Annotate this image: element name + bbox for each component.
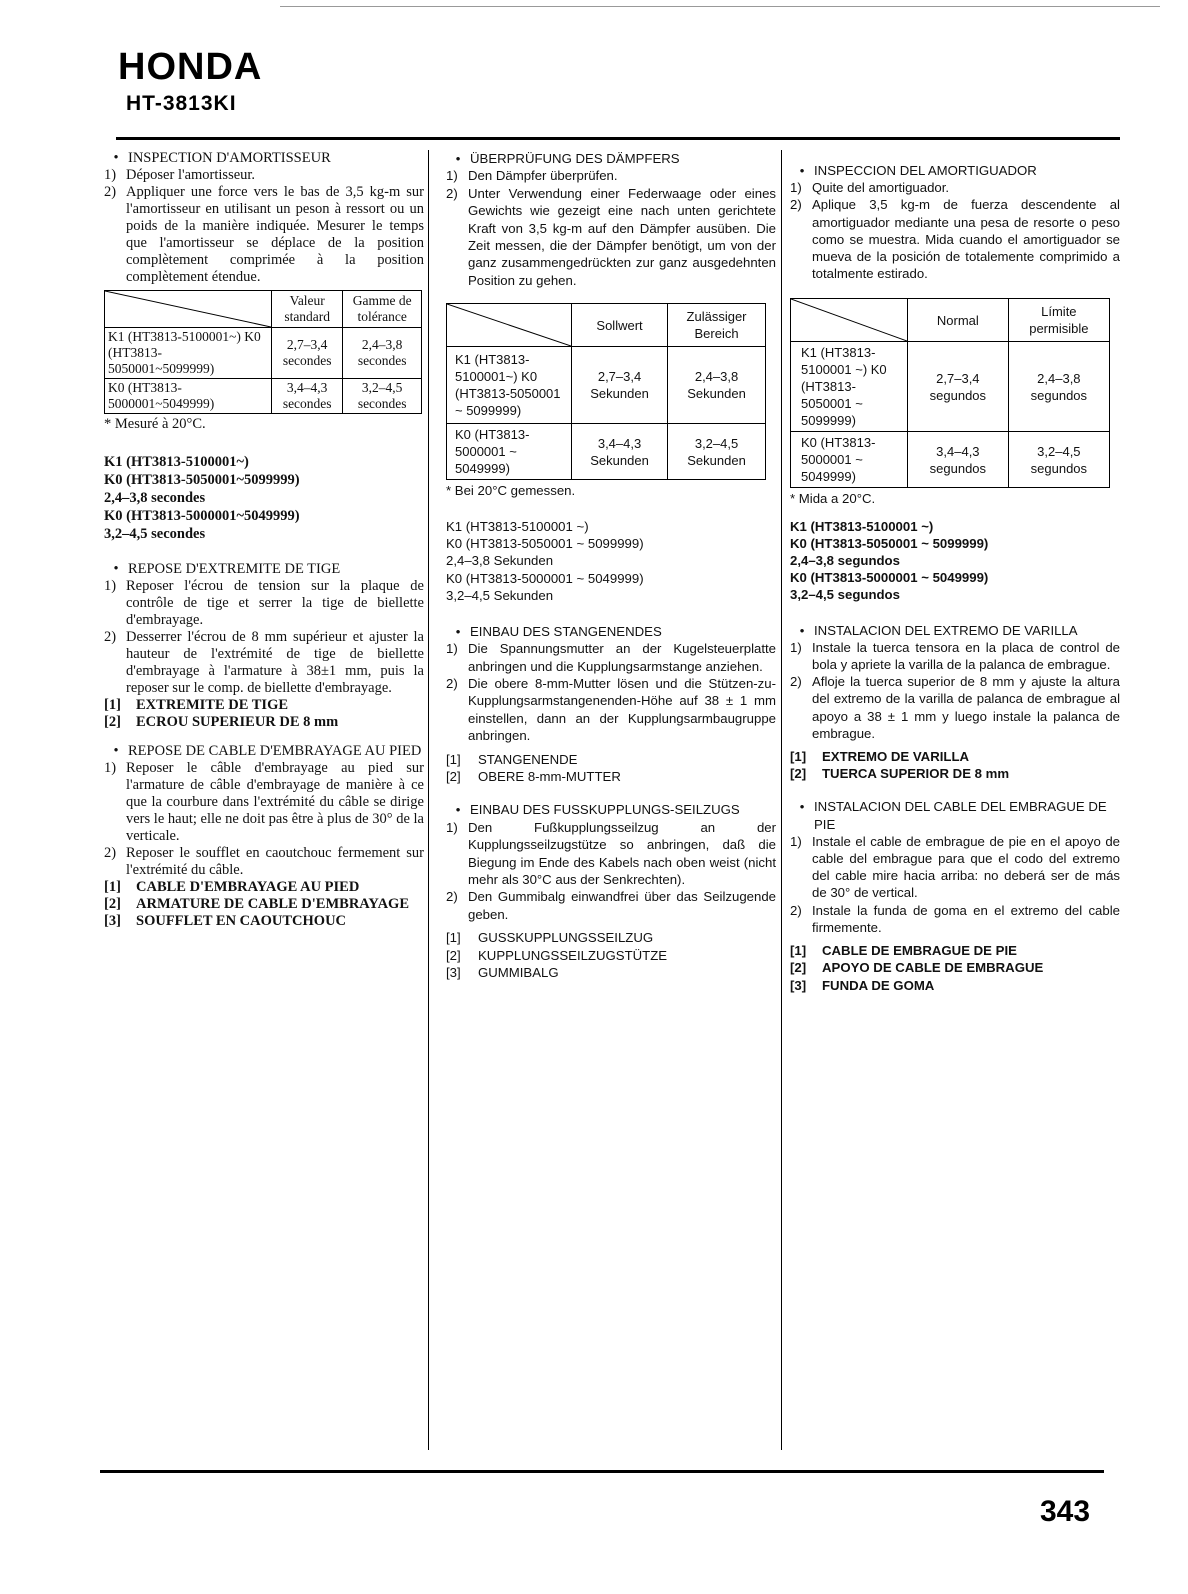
bullet: • xyxy=(113,561,119,577)
step-number: 2) xyxy=(104,629,117,645)
reference-item xyxy=(790,977,1120,994)
spec-line: K0 (HT3813-5050001 ~ 5099999) xyxy=(790,535,989,551)
section-title: REPOSE DE CABLE D'EMBRAYAGE AU PIED xyxy=(128,743,422,759)
reference-item xyxy=(104,879,424,896)
step-text: Appliquer une force vers le bas de 3,5 kg-m sur l'amortisseur en utilisant un peson à ressort ou un poids de la manière indiquée. Mesurer le temps que l'amortisseur se déplace de la position complètement comprimée à la position complètement étendue. xyxy=(126,184,424,285)
step-number: 1) xyxy=(790,833,802,849)
column-french xyxy=(104,150,424,930)
spec-line: 2,4–3,8 secondes xyxy=(104,490,206,506)
step-item xyxy=(104,184,424,286)
ref-number: [1] xyxy=(104,879,121,895)
section-heading xyxy=(790,162,1120,179)
step-text: Aplique 3,5 kg-m de fuerza descendente al amortiguador mediante una pesa de resorte o peso como se muestra. Mida cuando el amortiguador se mueva de la posición de totalemente comprimido a totalmente estirado. xyxy=(812,197,1120,282)
step-item xyxy=(790,833,1120,902)
ref-text: ARMATURE DE CABLE D'EMBRAYAGE xyxy=(136,896,409,912)
step-item xyxy=(790,673,1120,742)
section-title: EINBAU DES FUSSKUPPLUNGS-SEILZUGS xyxy=(470,802,740,818)
section-heading xyxy=(104,561,424,578)
reference-item xyxy=(104,913,424,930)
table-cell: 2,7–3,4 secondes xyxy=(272,328,343,379)
column-german xyxy=(446,150,776,981)
step-text: Den Gummibalg einwandfrei über das Seilzugende geben. xyxy=(468,889,776,922)
step-text: Unter Verwendung einer Federwaage oder eines Gewichts wie gezeigt eine nach unten gerichtete Kraft von 3,5 kg-m auf den Dämpfer ausüben. Die Zeit messen, die der Dämpfer benötigt, um von der ganz zusammengedrückten zur ganz ausgedehnten Position zu gehen. xyxy=(468,185,776,288)
ref-number: [1] xyxy=(104,697,121,713)
step-item xyxy=(104,578,424,629)
step-number: 1) xyxy=(446,641,458,657)
table-note: * Mida a 20°C. xyxy=(790,491,876,507)
section-title: INSPECCION DEL AMORTIGUADOR xyxy=(814,163,1037,178)
column-spanish xyxy=(790,162,1120,994)
spec-line: 3,2–4,5 Sekunden xyxy=(446,588,554,604)
step-number: 2) xyxy=(790,197,802,213)
spec-line: K1 (HT3813-5100001~) xyxy=(104,454,249,470)
step-item xyxy=(446,888,776,923)
step-number: 1) xyxy=(790,639,802,655)
spec-table xyxy=(446,303,766,480)
step-number: 2) xyxy=(446,889,458,905)
bullet: • xyxy=(113,743,119,759)
ref-text: OBERE 8-mm-MUTTER xyxy=(478,768,621,784)
ref-text: EXTREMO DE VARILLA xyxy=(822,749,970,765)
step-number: 1) xyxy=(104,760,117,776)
ref-number: [2] xyxy=(104,896,121,912)
ref-text: GUSSKUPPLUNGSSEILZUG xyxy=(478,930,654,946)
spec-line: 2,4–3,8 Sekunden xyxy=(446,553,554,569)
ref-number: [2] xyxy=(790,960,807,976)
table-cell: 3,4–4,3 Sekunden xyxy=(572,424,668,480)
spec-table xyxy=(104,290,422,414)
table-cell: 3,2–4,5 secondes xyxy=(343,379,422,414)
ref-text: EXTREMITE DE TIGE xyxy=(136,697,289,713)
spec-line: K0 (HT3813-5050001~5099999) xyxy=(104,472,300,488)
spec-line: K0 (HT3813-5000001 ~ 5049999) xyxy=(790,570,989,586)
ref-text: KUPPLUNGSSEILZUGSTÜTZE xyxy=(478,947,668,963)
ref-text: CABLE D'EMBRAYAGE AU PIED xyxy=(136,879,360,895)
step-item xyxy=(790,179,1120,196)
ref-number: [3] xyxy=(446,965,461,980)
spec-line: K1 (HT3813-5100001 ~) xyxy=(790,518,934,534)
ref-number: [3] xyxy=(790,977,807,993)
footer-rule xyxy=(100,1470,1104,1473)
spec-line: K0 (HT3813-5000001~5049999) xyxy=(104,508,300,524)
reference-item xyxy=(104,714,424,731)
ref-text: APOYO DE CABLE DE EMBRAGUE xyxy=(822,960,1044,976)
column-divider-2 xyxy=(781,150,782,1450)
step-number: 2) xyxy=(104,184,117,200)
section-heading xyxy=(446,623,776,640)
step-number: 2) xyxy=(790,674,802,690)
ref-number: [1] xyxy=(790,943,807,959)
step-text: Instale la tuerca tensora en la placa de control de bola y apriete la varilla de la palanca de embrague. xyxy=(812,639,1120,673)
ref-text: GUMMIBALG xyxy=(478,965,559,980)
step-item xyxy=(104,760,424,845)
ref-text: STANGENENDE xyxy=(478,751,578,767)
table-cell: 3,4–4,3 segundos xyxy=(908,432,1009,488)
section-title: REPOSE D'EXTREMITE DE TIGE xyxy=(128,561,341,577)
section-title: INSPECTION D'AMORTISSEUR xyxy=(128,150,331,166)
step-text: Instale la funda de goma en el extremo del cable firmemente. xyxy=(812,902,1120,935)
step-text: Den Dämpfer überprüfen. xyxy=(468,168,618,184)
step-item xyxy=(446,675,776,745)
step-number: 2) xyxy=(104,845,117,861)
bullet: • xyxy=(455,151,461,166)
step-text: Die obere 8-mm-Mutter lösen und die Stützen-zu-Kupplungsarmstangenenden-Höhe auf 38 ± 1 mm einstellen, dann an der Kupplungsarmbaugruppe anbringen. xyxy=(468,675,776,744)
page-number: 343 xyxy=(1040,1495,1091,1528)
table-row-label: K0 (HT3813-5000001~5049999) xyxy=(105,379,272,414)
ref-number: [2] xyxy=(790,766,807,782)
table-header: Límite permisible xyxy=(1008,299,1109,342)
section-heading xyxy=(104,743,424,760)
section-heading xyxy=(790,798,1120,832)
section-heading xyxy=(790,622,1120,639)
step-number: 1) xyxy=(104,167,117,183)
table-row-label: K0 (HT3813-5000001 ~ 5049999) xyxy=(791,432,908,488)
spec-block xyxy=(104,453,424,543)
step-text: Quite del amortiguador. xyxy=(812,180,950,196)
table-row-label: K1 (HT3813-5100001 ~) K0 (HT3813-5050001 ~ 5099999) xyxy=(791,342,908,432)
reference-item xyxy=(446,947,776,964)
reference-item xyxy=(446,751,776,768)
bullet: • xyxy=(455,623,461,639)
column-divider-1 xyxy=(428,150,429,1450)
table-cell: 2,7–3,4 segundos xyxy=(908,342,1009,432)
top-rule xyxy=(280,6,1160,7)
table-cell: 2,4–3,8 secondes xyxy=(343,328,422,379)
reference-item xyxy=(790,959,1120,976)
step-item xyxy=(446,640,776,675)
table-corner xyxy=(447,304,572,347)
table-row-label: K0 (HT3813-5000001 ~ 5049999) xyxy=(447,424,572,480)
ref-number: [2] xyxy=(446,768,461,784)
ref-text: CABLE DE EMBRAGUE DE PIE xyxy=(822,943,1017,959)
table-cell: 2,7–3,4 Sekunden xyxy=(572,347,668,424)
bullet: • xyxy=(799,799,805,815)
ref-number: [1] xyxy=(790,749,807,765)
spec-line: 3,2–4,5 segundos xyxy=(790,587,900,603)
step-item xyxy=(104,167,424,184)
ref-text: SOUFFLET EN CAOUTCHOUC xyxy=(136,913,347,929)
ref-number: [3] xyxy=(104,913,121,929)
table-corner xyxy=(105,291,272,328)
step-text: Den Fußkupplungsseilzug an der Kupplungsseilzugstütze so anbringen, daß die Biegung im Ende des Kabels nach oben weist (nicht mehr als 30°C aus der Senkrechten). xyxy=(468,819,776,887)
ref-text: TUERCA SUPERIOR DE 8 mm xyxy=(822,766,1010,782)
ref-number: [2] xyxy=(446,947,461,963)
spec-line: 2,4–3,8 segundos xyxy=(790,553,900,569)
step-text: Die Spannungsmutter an der Kugelsteuerplatte anbringen und die Kupplungsarmstange anziehen. xyxy=(468,641,776,674)
table-cell: 2,4–3,8 segundos xyxy=(1008,342,1109,432)
step-item xyxy=(104,845,424,879)
step-text: Desserrer l'écrou de 8 mm supérieur et ajuster la hauteur de l'extrémité de tige de biellette d'embrayage à l'armature à 38±1 mm, puis la reposer sur le comp. de biellette d'embrayage. xyxy=(126,629,424,696)
step-number: 1) xyxy=(104,578,117,594)
ref-text: ECROU SUPERIEUR DE 8 mm xyxy=(136,714,339,730)
table-header: Gamme de tolérance xyxy=(343,291,422,328)
step-item xyxy=(790,639,1120,673)
reference-item xyxy=(446,964,776,981)
step-item xyxy=(446,167,776,184)
bullet: • xyxy=(455,802,461,818)
reference-item xyxy=(790,942,1120,959)
section-title: INSTALACION DEL EXTREMO DE VARILLA xyxy=(814,622,1078,638)
spec-line: K1 (HT3813-5100001 ~) xyxy=(446,518,589,534)
step-text: Reposer le câble d'embrayage au pied sur l'armature de câble d'embrayage de manière à ce que la courbure dans l'extrémité du câble se dirige vers le haut; elle ne doit pas être à plus de 30° de la verticale. xyxy=(126,760,424,844)
bullet: • xyxy=(113,150,119,166)
ref-number: [1] xyxy=(446,751,461,767)
ref-number: [2] xyxy=(104,714,121,730)
table-header: Normal xyxy=(908,299,1009,342)
reference-item xyxy=(446,768,776,785)
table-header: Valeur standard xyxy=(272,291,343,328)
spec-line: K0 (HT3813-5050001 ~ 5099999) xyxy=(446,536,644,552)
reference-item xyxy=(104,896,424,913)
spec-block xyxy=(446,518,776,605)
section-title: INSTALACION DEL CABLE DEL EMBRAGUE DE PIE xyxy=(814,799,1107,832)
table-cell: 3,2–4,5 segundos xyxy=(1008,432,1109,488)
section-heading xyxy=(446,150,776,167)
section-title: EINBAU DES STANGENENDES xyxy=(470,623,662,639)
table-cell: 3,2–4,5 Sekunden xyxy=(668,424,766,480)
step-number: 1) xyxy=(446,168,458,184)
brand-logo: HONDA xyxy=(118,46,263,88)
section-heading xyxy=(446,801,776,818)
step-number: 2) xyxy=(446,675,458,691)
step-number: 2) xyxy=(446,185,458,201)
step-text: Reposer l'écrou de tension sur la plaque de contrôle de tige et serrer la tige de biellette d'embrayage. xyxy=(126,578,424,628)
section-title: ÜBERPRÜFUNG DES DÄMPFERS xyxy=(470,151,680,166)
table-cell: 3,4–4,3 secondes xyxy=(272,379,343,414)
step-text: Afloje la tuerca superior de 8 mm y ajuste la altura del extremo de la varilla de palanca de embrague al apoyo a 38 ± 1 mm y luego instale la palanca de embrague. xyxy=(812,674,1120,741)
spec-line: K0 (HT3813-5000001 ~ 5049999) xyxy=(446,570,644,586)
model-number: HT-3813KI xyxy=(126,92,237,115)
table-note: * Bei 20°C gemessen. xyxy=(446,483,576,499)
table-header: Zulässiger Bereich xyxy=(668,304,766,347)
step-number: 1) xyxy=(790,180,802,196)
step-item xyxy=(104,629,424,697)
step-text: Instale el cable de embrague de pie en el apoyo de cable del embrague para que el codo del extremo del cable mire hacia arriba: no deberá ser de más de 30° de vertical. xyxy=(812,833,1120,901)
table-corner xyxy=(791,299,908,342)
reference-item xyxy=(790,765,1120,782)
reference-item xyxy=(104,697,424,714)
spec-block xyxy=(790,518,1120,604)
spec-table xyxy=(790,298,1110,488)
spec-line: 3,2–4,5 secondes xyxy=(104,526,206,542)
ref-number: [1] xyxy=(446,930,461,946)
step-number: 1) xyxy=(446,819,458,835)
step-number: 2) xyxy=(790,902,802,918)
header-rule xyxy=(116,137,1120,140)
reference-item xyxy=(446,929,776,946)
step-item xyxy=(446,185,776,289)
section-heading xyxy=(104,150,424,167)
step-text: Déposer l'amortisseur. xyxy=(126,167,256,183)
ref-text: FUNDA DE GOMA xyxy=(822,977,935,993)
step-item xyxy=(790,902,1120,936)
step-item xyxy=(446,819,776,889)
table-cell: 2,4–3,8 Sekunden xyxy=(668,347,766,424)
step-item xyxy=(790,196,1120,282)
table-row-label: K1 (HT3813-5100001~) K0 (HT3813-5050001~5099999) xyxy=(105,328,272,379)
step-text: Reposer le soufflet en caoutchouc fermement sur l'extrémité du câble. xyxy=(126,845,424,878)
reference-item xyxy=(790,748,1120,765)
table-header: Sollwert xyxy=(572,304,668,347)
bullet: • xyxy=(799,622,805,638)
table-row-label: K1 (HT3813-5100001~) K0 (HT3813-5050001 ~ 5099999) xyxy=(447,347,572,424)
bullet: • xyxy=(799,163,805,178)
table-note: * Mesuré à 20°C. xyxy=(104,416,206,432)
